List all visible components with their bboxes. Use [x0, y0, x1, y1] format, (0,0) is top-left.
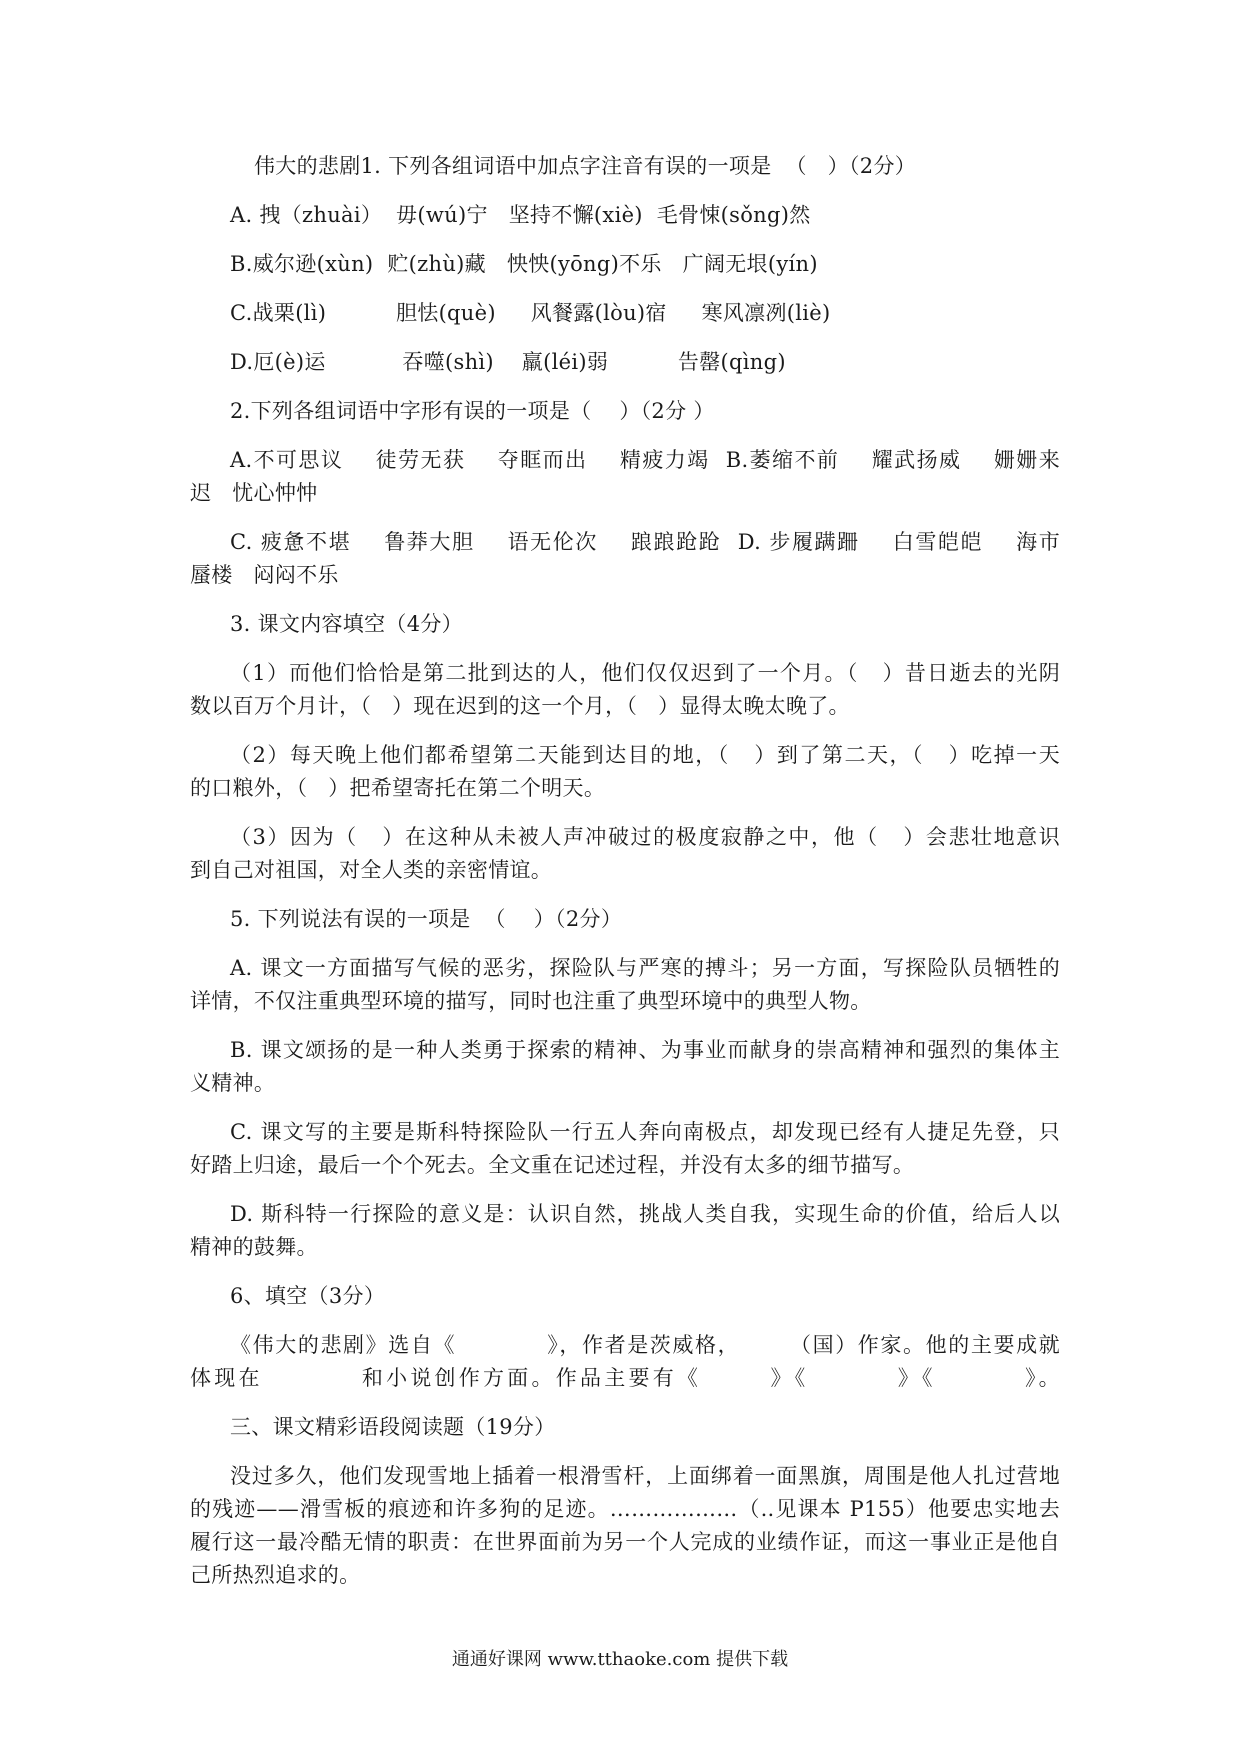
- passage-line4: 己所热烈追求的。: [190, 1563, 361, 1587]
- q5-option-a-line2: 详情，不仅注重典型环境的描写，同时也注重了典型环境中的典型人物。: [190, 989, 872, 1013]
- q5-option-d-line2: 精神的鼓舞。: [190, 1235, 318, 1259]
- q6-stem: 6、填空（3分）: [230, 1284, 386, 1308]
- q5-option-b-line1: B. 课文颂扬的是一种人类勇于探索的精神、为事业而献身的崇高精神和强烈的集体主: [230, 1038, 1060, 1062]
- q1-option-b: B.威尔逊(xùn) 贮(zhù)藏 怏怏(yōng)不乐 广阔无垠(yín): [230, 252, 818, 276]
- passage-line2: 的残迹——滑雪板的痕迹和许多狗的足迹。………………（..见课本 P155）他要忠实地去: [190, 1497, 1060, 1521]
- q2-options-line3: C. 疲惫不堪 鲁莽大胆 语无伦次 踉踉跄跄 D. 步履蹒跚 白雪皑皑 海市: [230, 530, 1060, 554]
- q5-option-c-line2: 好踏上归途，最后一个个死去。全文重在记述过程，并没有太多的细节描写。: [190, 1153, 915, 1177]
- q3-item1-line1: （1）而他们恰恰是第二批到达的人，他们仅仅迟到了一个月。（ ）昔日逝去的光阴: [230, 661, 1060, 685]
- q5-option-d-line1: D. 斯科特一行探险的意义是：认识自然，挑战人类自我，实现生命的价值，给后人以: [230, 1202, 1060, 1226]
- q1-stem: 伟大的悲剧1. 下列各组词语中加点字注音有误的一项是 （ ）（2分）: [254, 154, 917, 178]
- q2-options-line4: 蜃楼 闷闷不乐: [190, 563, 339, 587]
- q3-item3-line2: 到自己对祖国，对全人类的亲密情谊。: [190, 858, 553, 882]
- q5-stem: 5. 下列说法有误的一项是 （ ）（2分）: [230, 907, 623, 931]
- q3-item3-line1: （3）因为（ ）在这种从未被人声冲破过的极度寂静之中，他（ ）会悲壮地意识: [230, 825, 1060, 849]
- q2-stem: 2.下列各组词语中字形有误的一项是（ ）（2分 ）: [230, 399, 715, 423]
- passage-line1: 没过多久，他们发现雪地上插着一根滑雪杆，上面绑着一面黑旗，周围是他人扎过营地: [230, 1464, 1060, 1488]
- q3-item2-line1: （2）每天晚上他们都希望第二天能到达目的地，（ ）到了第二天，（ ）吃掉一天: [230, 743, 1060, 767]
- q5-option-b-line2: 义精神。: [190, 1071, 276, 1095]
- passage-line3: 履行这一最冷酷无情的职责：在世界面前为另一个人完成的业绩作证，而这一事业正是他自: [190, 1530, 1060, 1554]
- q3-item1-line2: 数以百万个月计，（ ）现在迟到的这一个月，（ ）显得太晚太晚了。: [190, 694, 850, 718]
- q5-option-a-line1: A. 课文一方面描写气候的恶劣，探险队与严寒的搏斗；另一方面，写探险队员牺牲的: [230, 956, 1060, 980]
- q3-item2-line2: 的口粮外，（ ）把希望寄托在第二个明天。: [190, 776, 606, 800]
- q5-option-c-line1: C. 课文写的主要是斯科特探险队一行五人奔向南极点，却发现已经有人捷足先登，只: [230, 1120, 1060, 1144]
- q6-text-line1: 《伟大的悲剧》选自《 》，作者是茨威格， （国）作家。他的主要成就: [230, 1333, 1060, 1357]
- q1-option-d: D.厄(è)运 吞噬(shì) 羸(léi)弱 告罄(qìng): [230, 350, 786, 374]
- q2-options-line2: 迟 忧心忡忡: [190, 481, 318, 505]
- q2-options-line1: A.不可思议 徒劳无获 夺眶而出 精疲力竭 B.萎缩不前 耀武扬威 姗姗来: [230, 448, 1060, 472]
- q1-option-a: A. 拽（zhuài） 毋(wú)宁 坚持不懈(xiè) 毛骨悚(sǒng)然: [230, 203, 811, 227]
- page-footer: 通通好课网 www.tthaoke.com 提供下载: [451, 1649, 789, 1670]
- q3-stem: 3. 课文内容填空（4分）: [230, 612, 463, 636]
- section-3-heading: 三、课文精彩语段阅读题（19分）: [230, 1415, 556, 1439]
- q6-text-line2: 体现在 和小说创作方面。作品主要有《 》《 》《 》。: [190, 1366, 1060, 1390]
- q1-option-c: C.战栗(lì) 胆怯(què) 风餐露(lòu)宿 寒风凛冽(liè): [230, 301, 831, 325]
